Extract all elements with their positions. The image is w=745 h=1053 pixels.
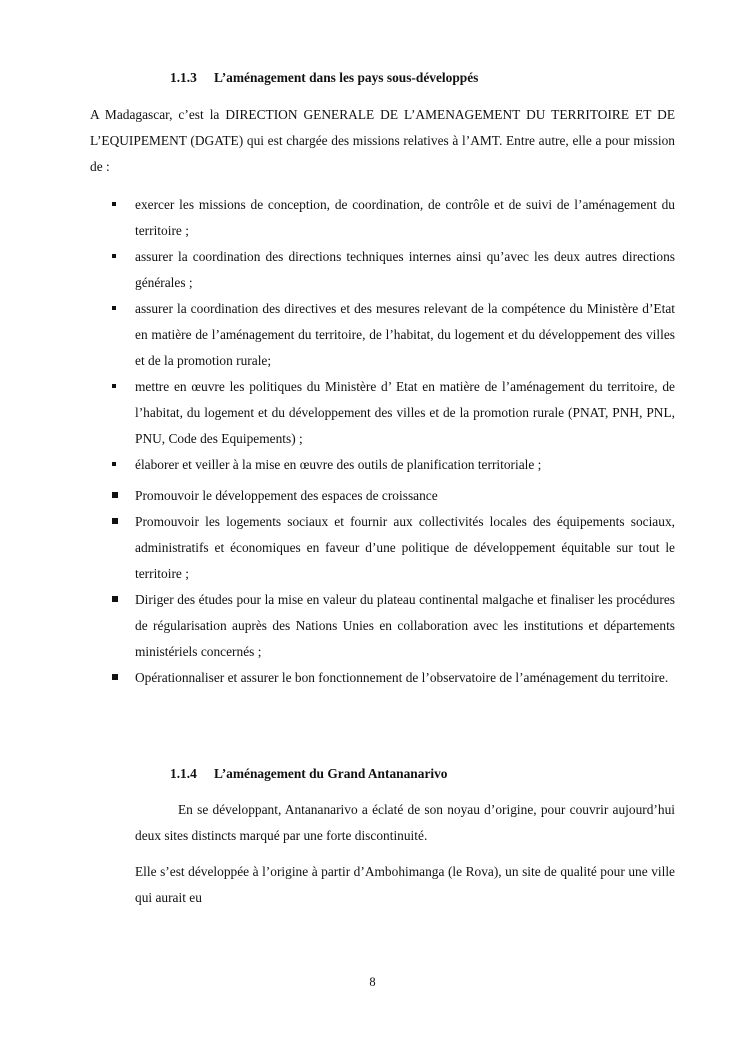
section-heading-1-1-3 (170, 70, 478, 86)
body-paragraph: Elle s’est développée à l’origine à partir d’Ambohimanga (le Rova), un site de qualité pour une ville qui aurait eu (135, 864, 675, 905)
list-item: élaborer et veiller à la mise en œuvre des outils de planification territoriale ; (108, 452, 675, 478)
list-item: assurer la coordination des directives et des mesures relevant de la compétence du Ministère d’Etat en matière de l’aménagement du territoire, de l’habitat, du logement et du développement des villes et de la promotion rurale; (108, 296, 675, 374)
intro-paragraph: A Madagascar, c’est la DIRECTION GENERALE DE L’AMENAGEMENT DU TERRITOIRE ET DE L’EQUIPEMENT (DGATE) qui est chargée des missions relatives à l’AMT. Entre autre, elle a pour mission de : (90, 107, 675, 174)
list-item: mettre en œuvre les politiques du Ministère d’ Etat en matière de l’aménagement du territoire, de l’habitat, du logement et du développement des villes et de la promotion rurale (PNAT, PNH, PNL, PNU, Code des Equipements) ; (108, 374, 675, 452)
list-item: Opérationnaliser et assurer le bon fonctionnement de l’observatoire de l’aménagement du territoire. (108, 665, 675, 691)
section-title: L’aménagement dans les pays sous-développés (214, 70, 479, 85)
page-number: 8 (369, 975, 376, 989)
square-bullet-icon (112, 587, 118, 613)
square-bullet-icon (112, 483, 118, 509)
list-item: Promouvoir le développement des espaces de croissance (108, 483, 675, 509)
square-bullet-icon (112, 192, 116, 218)
square-bullet-icon (112, 296, 116, 322)
body-paragraph: En se développant, Antananarivo a éclaté de son noyau d’origine, pour couvrir aujourd’hui deux sites distincts marqué par une forte discontinuité. (135, 802, 675, 843)
square-bullet-icon (112, 665, 118, 691)
section-number: 1.1.3 (170, 70, 197, 85)
list-item: Promouvoir les logements sociaux et fournir aux collectivités locales des équipements sociaux, administratifs et économiques en faveur d’une politique de développement équitable sur tout le territoire ; (108, 509, 675, 587)
square-bullet-icon (112, 452, 116, 478)
list-item: exercer les missions de conception, de coordination, de contrôle et de suivi de l’aménagement du territoire ; (108, 192, 675, 244)
square-bullet-icon (112, 509, 118, 535)
list-item: assurer la coordination des directions techniques internes ainsi qu’avec les deux autres directions générales ; (108, 244, 675, 296)
missions-list-small (108, 192, 675, 478)
section-number: 1.1.4 (170, 766, 197, 781)
missions-list-big (108, 483, 675, 691)
square-bullet-icon (112, 244, 116, 270)
square-bullet-icon (112, 374, 116, 400)
section-title: L’aménagement du Grand Antananarivo (214, 766, 448, 781)
section-heading-1-1-4 (170, 766, 448, 782)
list-item: Diriger des études pour la mise en valeur du plateau continental malgache et finaliser les procédures de régularisation auprès des Nations Unies en collaboration avec les institutions et départements ministériels concernés ; (108, 587, 675, 665)
